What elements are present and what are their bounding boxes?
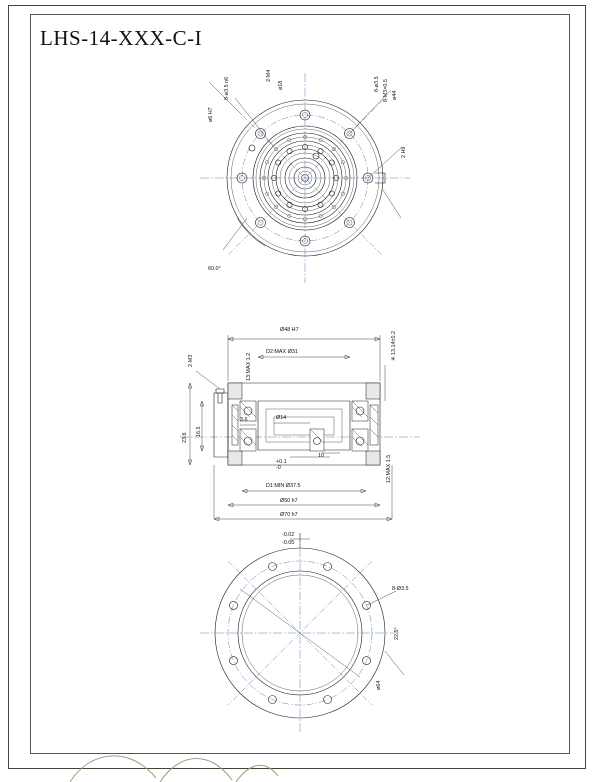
cross-section-view bbox=[170, 305, 430, 535]
page-title: LHS-14-XXX-C-I bbox=[40, 26, 203, 50]
label-13max: 13:MAX 1.2 bbox=[246, 352, 252, 381]
label-8-d35: 8-ø3.5 bbox=[374, 76, 380, 92]
label-10: 10 bbox=[318, 453, 324, 459]
label-tol-upper: -0.02 bbox=[282, 532, 295, 538]
label-tol-small: +0.1 bbox=[276, 459, 287, 465]
label-dia44: ø44 bbox=[392, 90, 398, 100]
label-dia18: ø18 bbox=[278, 80, 284, 90]
label-dia50-h7: Ø50 h7 bbox=[280, 498, 298, 504]
scan-artifact-arcs bbox=[60, 742, 280, 782]
label-8-d35-rear: 8-Ø3.5 bbox=[392, 586, 409, 592]
label-8-m3x05: 8-M3×0.5 bbox=[383, 79, 389, 102]
label-dia2-h9: 2 H9 bbox=[401, 146, 407, 158]
label-dia35-n6: 8-ø3.5 n6 bbox=[224, 76, 230, 100]
label-d2max: D2:MAX Ø31 bbox=[266, 349, 298, 355]
label-dia64: ø64 bbox=[376, 680, 382, 690]
label-23-6: 23.6 bbox=[182, 432, 188, 443]
label-tol-small-low: -0 bbox=[276, 465, 281, 471]
label-2-m3: 2-M3 bbox=[188, 354, 194, 367]
label-dia14: Ø14 bbox=[276, 415, 287, 421]
label-d1min: D1:MIN Ø37.5 bbox=[266, 483, 301, 489]
front-view-circular bbox=[190, 60, 420, 290]
label-tol-lower: -0.05 bbox=[282, 540, 295, 546]
label-angle-60: 60.0° bbox=[208, 266, 221, 272]
label-holes-m4: 2-M4 bbox=[266, 69, 272, 82]
label-depth-mark: ※ 13.14±0.2 bbox=[391, 331, 397, 361]
label-3-6: 3.6 bbox=[240, 417, 248, 423]
label-dia70-h7: Ø70 h7 bbox=[280, 512, 298, 518]
label-12max: 12:MAX 1.5 bbox=[386, 454, 392, 483]
label-angle-22-5: 22.5° bbox=[394, 627, 400, 640]
label-dia6-h7: ø6 H7 bbox=[208, 107, 214, 122]
label-16-5: 16.5 bbox=[196, 426, 202, 437]
rear-view-circular bbox=[192, 528, 422, 738]
label-dia48-h7: Ø48 H7 bbox=[280, 327, 299, 333]
